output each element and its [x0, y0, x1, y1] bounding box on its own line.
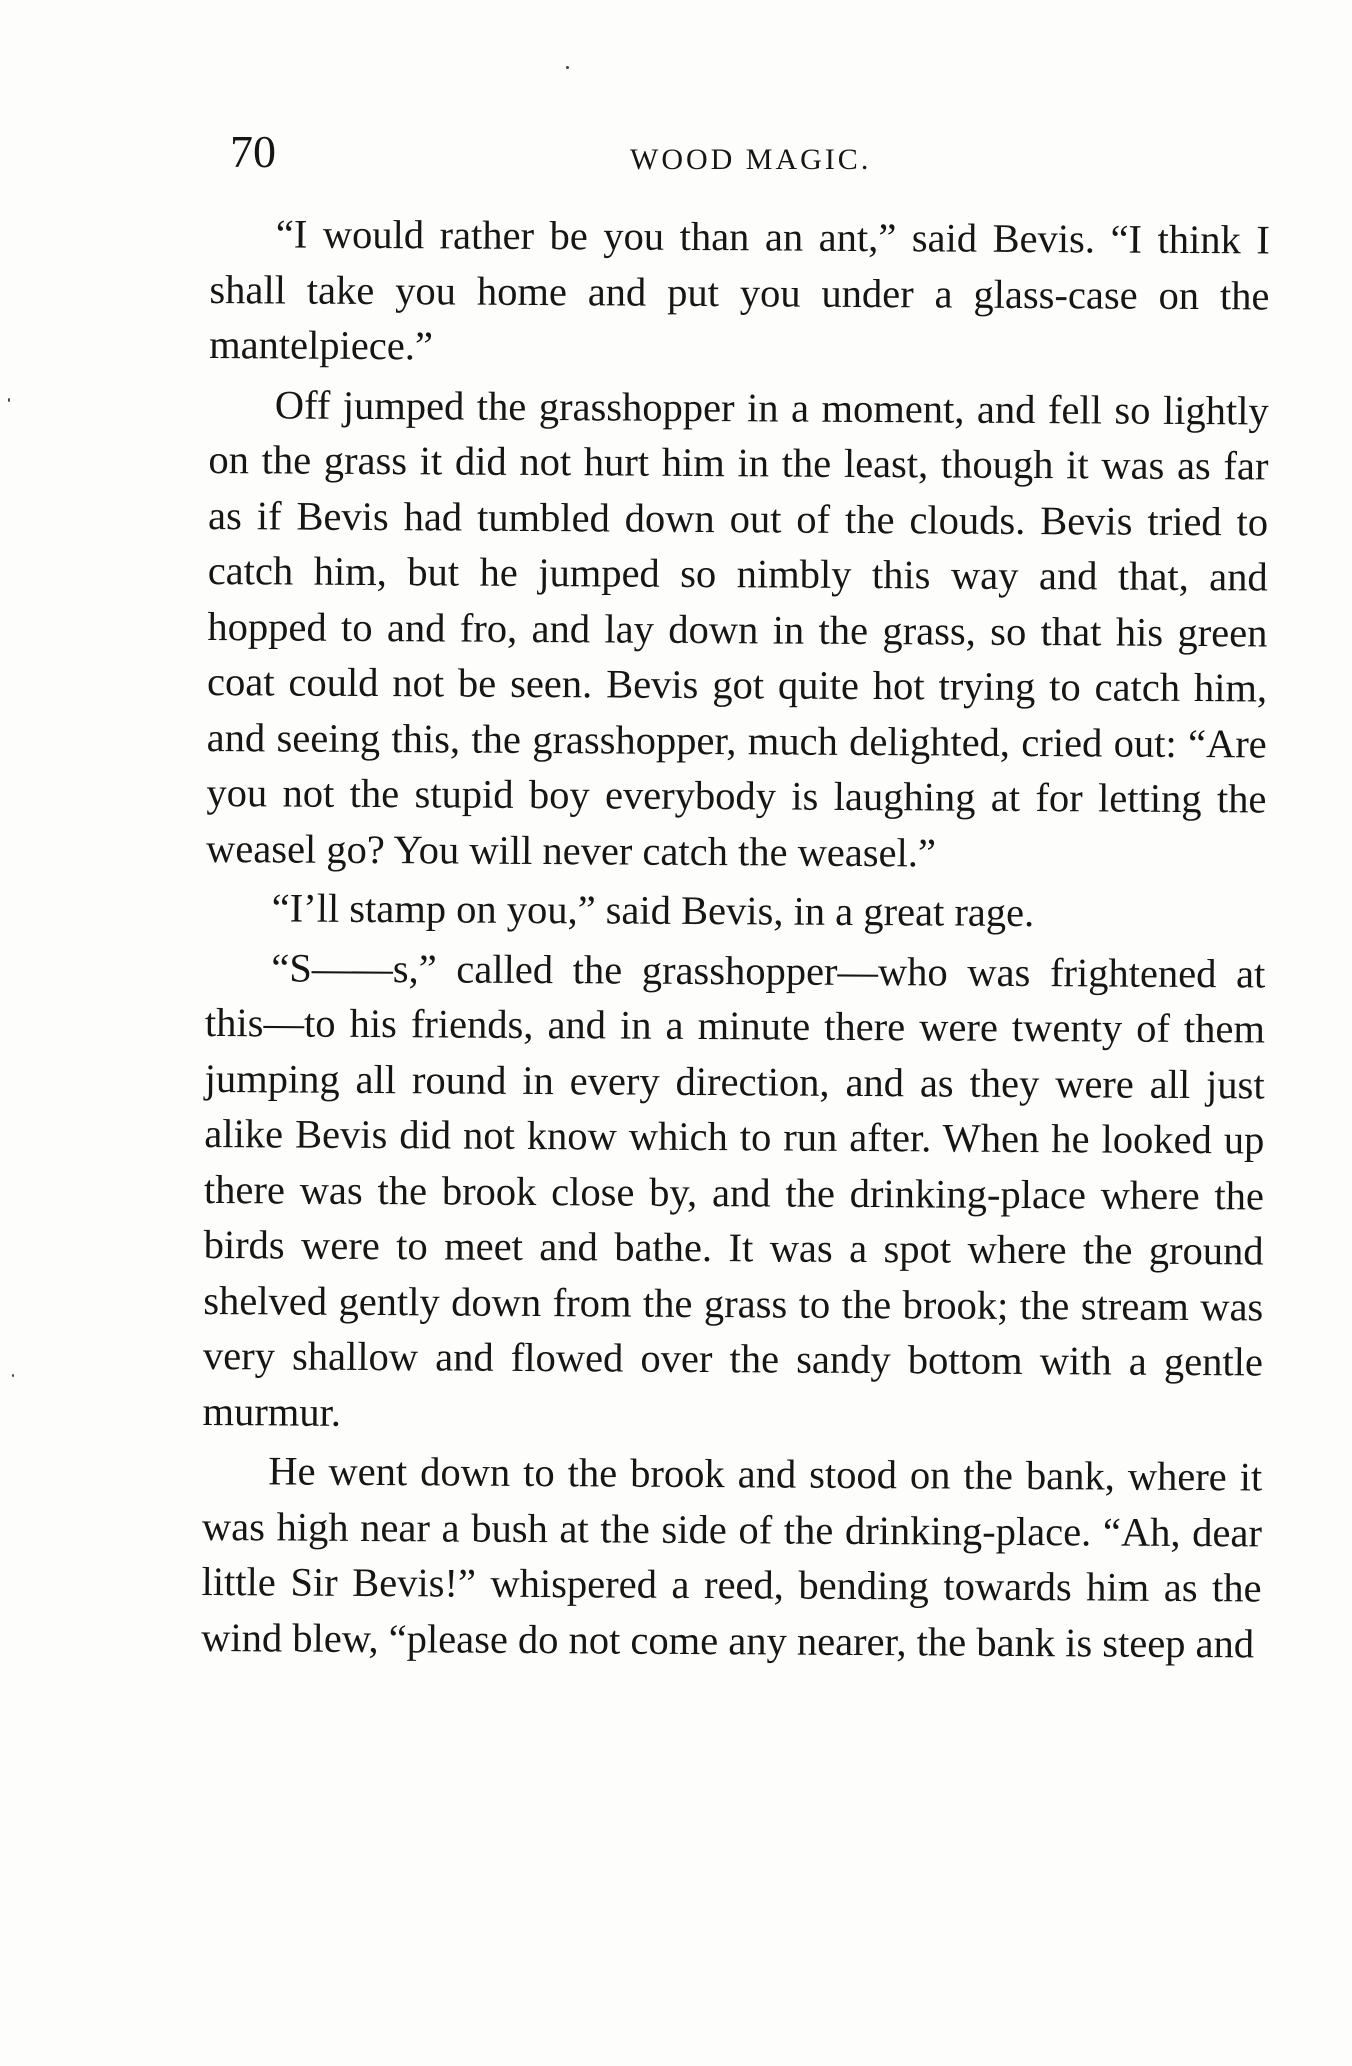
paragraph: “S——s,” called the grasshopper—who was frightened at this—to his friends, and in a minute there were twenty of them jumping all round in every direction, and as they were all just alike Bevis did not know which to run after. When he looked up there was the brook close by, and the drinking-place where the birds were to meet and bathe. It was a spot where the ground shelved gently down from the grass to the brook; the stream was very shallow and flowed over the sandy bottom with a gentle murmur.: [202, 944, 1266, 1435]
body-text: [201, 206, 1270, 1675]
page-header: [220, 122, 1280, 182]
paper-speck: [566, 66, 569, 69]
paragraph: “I’ll stamp on you,” said Bevis, in a great rage.: [271, 885, 1035, 936]
paragraph: “I would rather be you than an ant,” said Bevis. “I think I shall take you home and put you under a glass-case on the mantelpiece.”: [209, 211, 1270, 369]
paper-speck: [12, 1374, 14, 1377]
page-number: 70: [230, 126, 276, 177]
paragraph: He went down to the brook and stood on the bank, where it was high near a bush at the side of the drinking-place. “Ah, dear little Sir Bevis!” whispered a reed, bending towards him as the wind blew, “please do not come any nearer, the bank is steep and: [201, 1448, 1263, 1666]
paper-speck: [8, 398, 10, 402]
running-title: WOOD MAGIC.: [630, 143, 872, 176]
paragraph: Off jumped the grasshopper in a moment, and fell so lightly on the grass it did not hurt him in the least, though it was as far as if Bevis had tumbled down out of the clouds. Bevis tried to catch him, but he jumped so nimbly this way and that, and hopped to and fro, and lay down in the grass, so that his green coat could not be seen. Bevis got quite hot trying to catch him, and seeing this, the grasshopper, much delighted, cried out: “Are you not the stupid boy everybody is laughing at for letting the weasel go? You will never catch the weasel.”: [205, 381, 1269, 875]
